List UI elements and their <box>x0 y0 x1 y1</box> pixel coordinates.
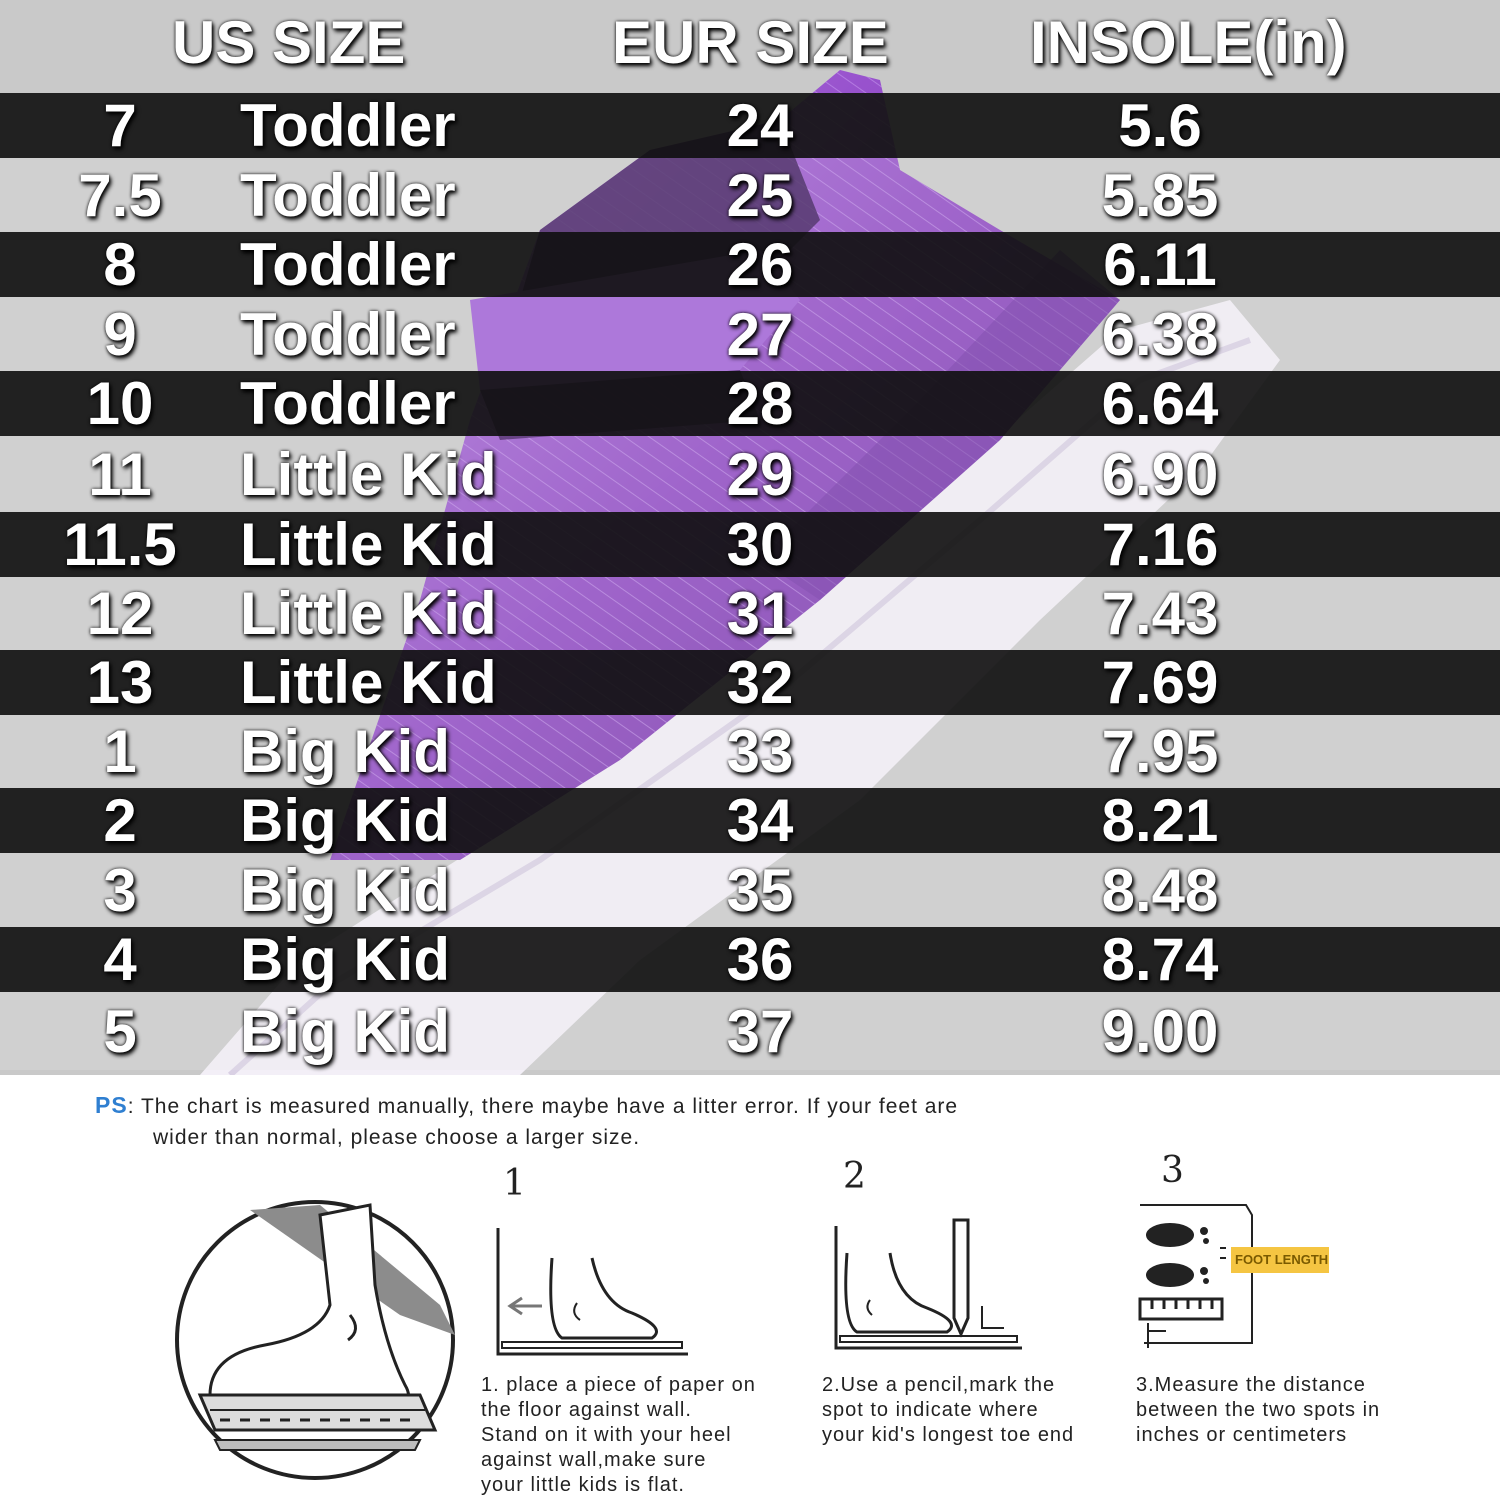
table-row <box>0 577 1500 650</box>
table-row <box>0 512 1500 577</box>
us-size-cell: 12 <box>86 580 154 647</box>
insole-cell: 6.90 <box>1101 440 1219 508</box>
insole-cell: 8.21 <box>1101 787 1219 854</box>
eur-size-cell: 34 <box>726 787 794 854</box>
step-3-measure-distance-illustration <box>1136 1203 1336 1348</box>
category-cell: Little Kid <box>240 440 497 508</box>
category-cell: Little Kid <box>240 649 497 716</box>
us-size-cell: 1 <box>103 718 137 785</box>
eur-size-cell: 35 <box>726 856 794 924</box>
table-row <box>0 788 1500 853</box>
us-size-cell: 7.5 <box>78 161 162 229</box>
category-cell: Toddler <box>240 231 456 298</box>
insole-cell: 6.11 <box>1103 231 1217 298</box>
insole-cell: 7.16 <box>1101 511 1219 578</box>
eur-size-cell: 36 <box>726 926 794 993</box>
table-row <box>0 927 1500 992</box>
table-row <box>0 371 1500 436</box>
step-2-text: 2.Use a pencil,mark the spot to indicate where your kid's longest toe end <box>822 1374 1075 1446</box>
insole-cell: 5.85 <box>1101 161 1219 229</box>
table-row <box>0 93 1500 158</box>
eur-size-cell: 25 <box>726 161 794 229</box>
insole-cell: 6.64 <box>1101 370 1219 437</box>
eur-size-cell: 30 <box>726 511 794 578</box>
table-row <box>0 158 1500 232</box>
us-size-cell: 9 <box>103 300 137 368</box>
foot-on-ruler-illustration <box>170 1195 460 1485</box>
category-cell: Big Kid <box>240 856 450 924</box>
table-row <box>0 297 1500 371</box>
foot-length-label: FOOT LENGTH <box>1235 1252 1329 1267</box>
note-line-2: wider than normal, please choose a larger size. <box>153 1126 641 1149</box>
step-3-text: 3.Measure the distance between the two spots in inches or centimeters <box>1136 1374 1381 1446</box>
step-1-heel-against-wall-illustration <box>492 1228 692 1358</box>
us-size-cell: 7 <box>103 92 137 159</box>
us-size-cell: 10 <box>86 370 154 437</box>
eur-size-cell: 37 <box>726 997 794 1065</box>
us-size-cell: 4 <box>103 926 137 993</box>
ps-label: PS <box>95 1092 128 1118</box>
step-1-text: 1. place a piece of paper on the floor against wall. Stand on it with your heel against wall,make sure your little kids is flat. <box>481 1374 756 1496</box>
us-size-cell: 11.5 <box>63 511 177 578</box>
measurement-note <box>95 1090 1145 1153</box>
insole-cell: 7.43 <box>1101 580 1219 647</box>
eur-size-cell: 29 <box>726 440 794 508</box>
us-size-cell: 13 <box>86 649 154 716</box>
insole-cell: 8.48 <box>1101 856 1219 924</box>
category-cell: Toddler <box>240 300 456 368</box>
eur-size-cell: 27 <box>726 300 794 368</box>
category-cell: Big Kid <box>240 926 450 993</box>
table-row <box>0 992 1500 1070</box>
us-size-cell: 11 <box>88 440 152 508</box>
category-cell: Big Kid <box>240 997 450 1065</box>
category-cell: Little Kid <box>240 580 497 647</box>
insole-cell: 8.74 <box>1101 926 1219 993</box>
table-row <box>0 650 1500 715</box>
eur-size-cell: 24 <box>726 92 794 159</box>
step-2-number: 2 <box>843 1156 866 1197</box>
step-2-pencil-mark-illustration <box>832 1218 1027 1353</box>
eur-size-cell: 33 <box>726 718 794 785</box>
category-cell: Toddler <box>240 370 456 437</box>
table-row <box>0 232 1500 297</box>
category-cell: Toddler <box>240 92 456 159</box>
table-row <box>0 715 1500 788</box>
eur-size-header: EUR SIZE <box>612 9 889 76</box>
us-size-cell: 3 <box>103 856 137 924</box>
step-1-number: 1 <box>503 1163 526 1204</box>
table-row <box>0 436 1500 512</box>
eur-size-cell: 32 <box>726 649 794 716</box>
insole-cell: 9.00 <box>1101 997 1219 1065</box>
insole-cell: 7.95 <box>1101 718 1219 785</box>
eur-size-cell: 28 <box>726 370 794 437</box>
us-size-header: US SIZE <box>172 9 406 76</box>
category-cell: Little Kid <box>240 511 497 578</box>
table-row <box>0 853 1500 927</box>
eur-size-cell: 31 <box>726 580 794 647</box>
category-cell: Big Kid <box>240 787 450 854</box>
insole-cell: 7.69 <box>1101 649 1219 716</box>
eur-size-cell: 26 <box>726 231 794 298</box>
insole-header: INSOLE(in) <box>1030 9 1347 76</box>
step-3-number: 3 <box>1161 1150 1184 1191</box>
category-cell: Toddler <box>240 161 456 229</box>
note-line-1: : The chart is measured manually, there maybe have a litter error. If your feet are <box>127 1095 959 1118</box>
us-size-cell: 5 <box>103 997 137 1065</box>
insole-cell: 6.38 <box>1101 300 1219 368</box>
us-size-cell: 2 <box>103 787 137 854</box>
insole-cell: 5.6 <box>1118 92 1202 159</box>
us-size-cell: 8 <box>103 231 137 298</box>
category-cell: Big Kid <box>240 718 450 785</box>
